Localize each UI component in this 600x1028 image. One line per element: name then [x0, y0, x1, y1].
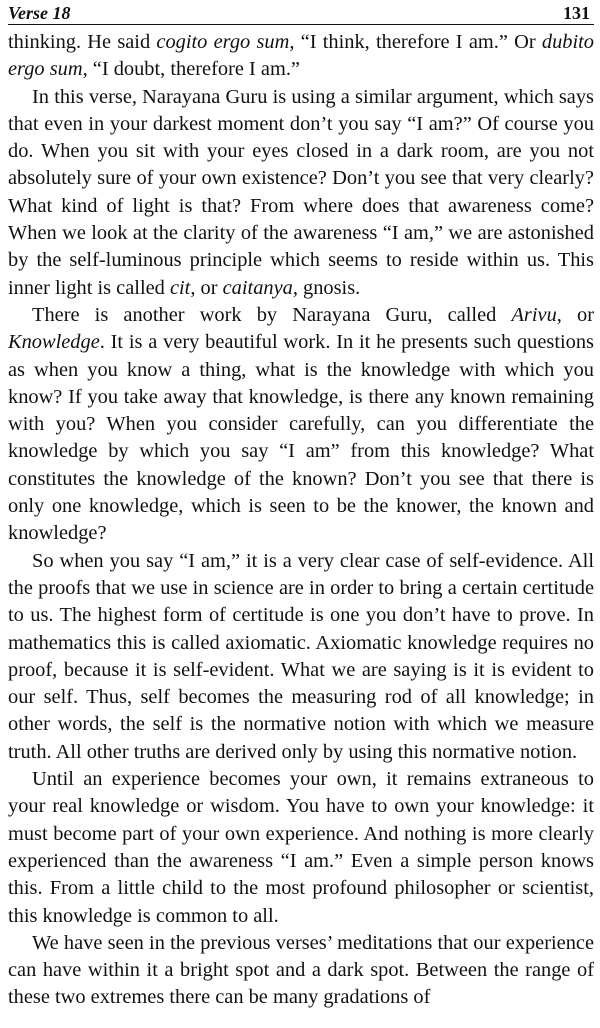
italic-term: dubito ergo sum	[8, 31, 594, 81]
paragraph-text: So when you say “I am,” it is a very clear case of self-evidence. All the proofs that we use in science are in order to bring a certain certitude to us. The highest form of certitude is one you don’t have to prove. In mathematics this is called axiomatic. Axiomatic knowledge requires no proof, because it is self-evident. What we are saying is it is evident to our self. Thus, self becomes the measuring rod of all knowledge; in other words, the self is the normative notion with which we measure truth. All other truths are derived only by using this normative notion.	[8, 549, 594, 763]
italic-term: cit	[169, 276, 191, 299]
paragraph-text: Until an experience becomes your own, it remains extraneous to your real knowledge or wisdom. You have to own your knowledge: it must become part of your own experience. And nothing is more clearly experienced than the awareness “I am.” Even a simple person knows this. From a little child to the most profound philosopher or scientist, this knowledge is common to all.	[8, 768, 594, 927]
paragraph-text: , or	[190, 276, 223, 299]
running-header	[8, 0, 594, 25]
paragraph-text: In this verse, Narayana Guru is using a similar argument, which says that even in your darkest moment don’t you say “I am?” Of course you do. When you sit with your eyes closed in a dark room, are you not absolutely sure of your own existence? Don’t you see that very clearly? What kind of light is that? From where does that awareness come? When we look at the clarity of the awareness “I am,” we are astonished by the self-luminous principle which seems to reside within us. This inner light is called	[8, 85, 594, 299]
paragraph-text: We have seen in the previous verses’ meditations that our experience can have within it a bright spot and a dark spot. Between the range of these two extremes there can be many gradations of	[8, 931, 594, 1009]
paragraph-text: , gnosis.	[292, 276, 361, 299]
paragraph-text: There is another work by Narayana Guru, called	[32, 303, 512, 326]
paragraph-text: , “I doubt, therefore I am.”	[82, 58, 300, 81]
paragraph-text: . It is a very beautiful work. In it he presents such questions as when you know a thing, what is the knowledge with which you know? If you take away that knowledge, is there any known remaining with you? When you consider carefully, can you differentiate the knowledge by which you say “I am” from this knowledge? What constitutes the knowledge of the known? Don’t you see that there is only one knowledge, which is seen to be the knower, the known and knowledge?	[8, 331, 594, 545]
paragraph-text: , “I think, therefore I am.” Or	[289, 31, 542, 53]
paragraph	[8, 930, 594, 1012]
italic-term: Arivu	[511, 303, 557, 326]
paragraph-text: , or	[556, 303, 595, 326]
paragraph	[8, 548, 594, 766]
paragraph	[8, 766, 594, 930]
italic-term: caitanya	[222, 276, 293, 299]
italic-term: Knowledge	[8, 331, 100, 354]
body-text	[8, 29, 594, 1012]
paragraph-text: thinking. He said	[8, 31, 157, 53]
page-number: 131	[563, 3, 590, 23]
running-title: Verse 18	[8, 3, 71, 23]
paragraph	[8, 84, 594, 302]
paragraph	[8, 302, 594, 548]
paragraph	[8, 29, 594, 84]
italic-term: cogito ergo sum	[156, 31, 290, 53]
